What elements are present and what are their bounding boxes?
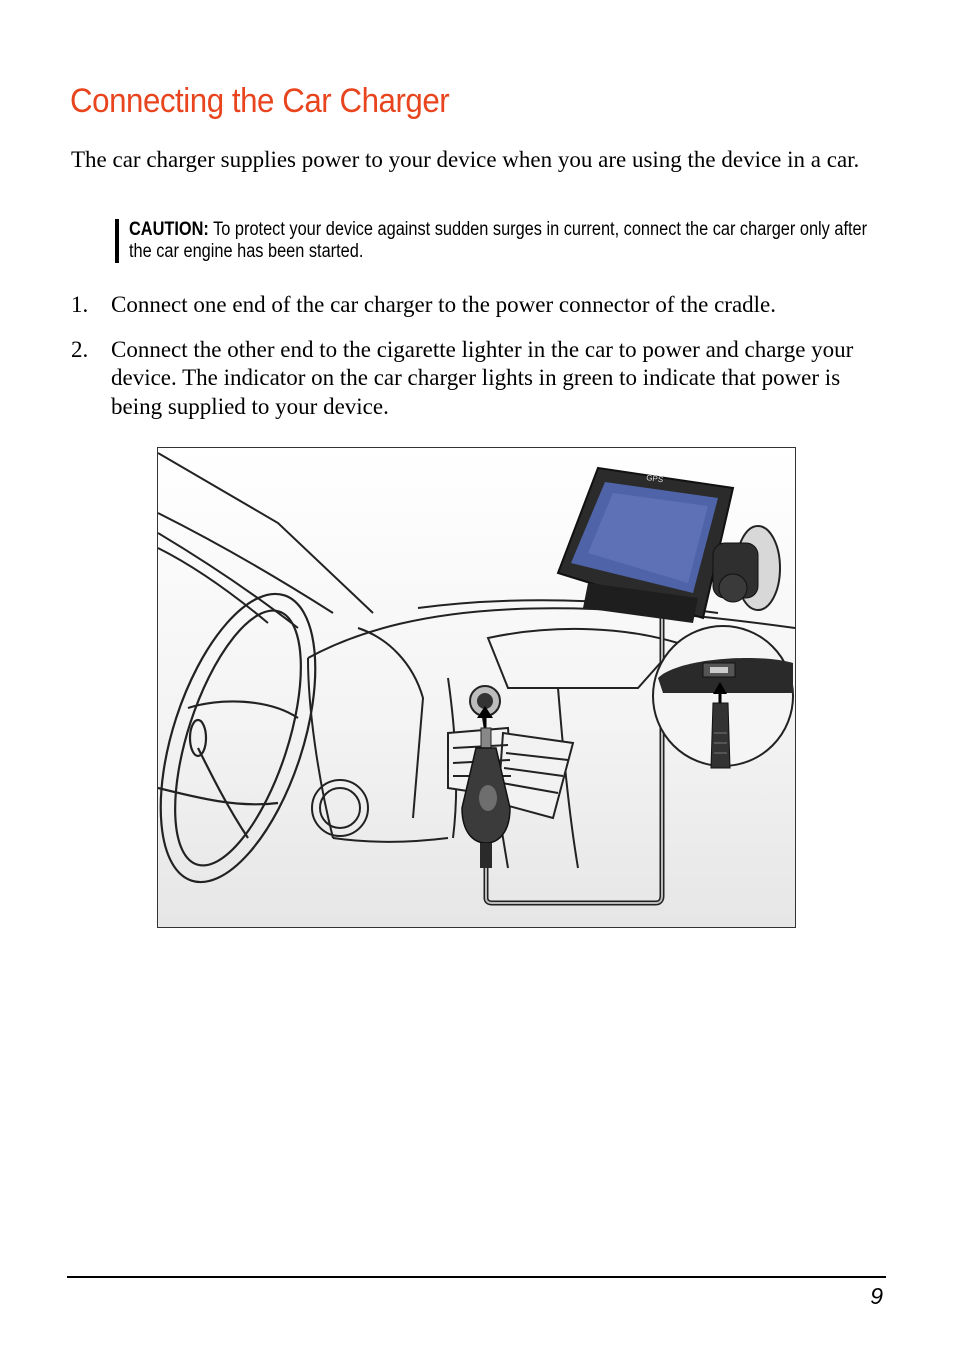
gps-brand-text: GPS xyxy=(645,473,664,485)
step-text: Connect the other end to the cigarette lighter in the car to power and charge your device. The indicator on the car charger lights in green to indicate that power is being supplied to your device. xyxy=(111,336,854,419)
steering-wheel xyxy=(158,575,346,900)
caution-note xyxy=(115,219,909,263)
page-number: 9 xyxy=(870,1283,883,1309)
car-charger-illustration xyxy=(157,447,796,928)
step-text: Connect one end of the car charger to the power connector of the cradle. xyxy=(111,292,777,317)
step-number: 1. xyxy=(71,292,89,317)
caution-text: To protect your device against sudden surges in current, connect the car charger only after the car engine has been started. xyxy=(129,219,868,262)
illustration-svg xyxy=(158,448,795,927)
step-number: 2. xyxy=(71,336,89,362)
gps-device xyxy=(558,468,733,623)
page-title: Connecting the Car Charger xyxy=(70,82,450,120)
step-item xyxy=(71,291,886,320)
step-item xyxy=(71,336,886,422)
suction-mount xyxy=(713,526,780,610)
steps-list xyxy=(71,291,886,437)
caution-label: CAUTION: xyxy=(129,219,209,240)
footer-divider xyxy=(67,1276,886,1278)
intro-paragraph: The car charger supplies power to your device when you are using the device in a car. xyxy=(71,147,860,172)
connector-zoom-inset xyxy=(653,626,793,768)
